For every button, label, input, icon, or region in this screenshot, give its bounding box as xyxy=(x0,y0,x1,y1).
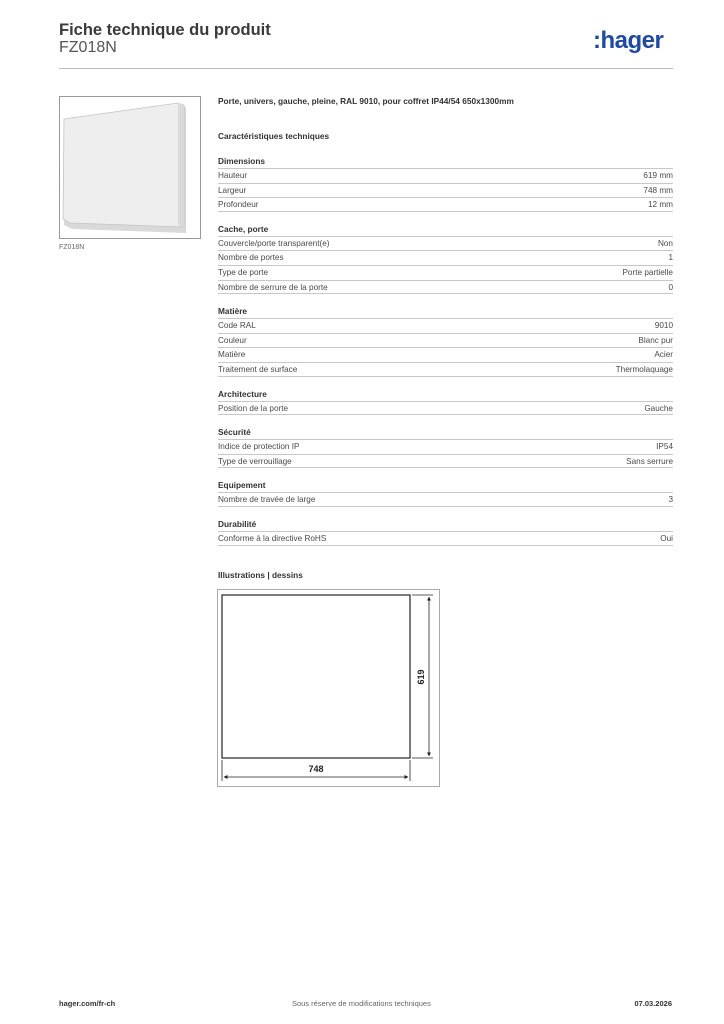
spec-section xyxy=(218,387,673,416)
spec-row xyxy=(218,439,673,454)
spec-row xyxy=(218,492,673,507)
spec-row xyxy=(218,265,673,280)
spec-row xyxy=(218,236,673,251)
spec-rows xyxy=(218,168,673,212)
spec-label: Traitement de surface xyxy=(218,364,298,374)
footer-date: 07.03.2026 xyxy=(634,999,672,1008)
spec-row xyxy=(218,183,673,198)
spec-value: Non xyxy=(657,238,673,248)
spec-section xyxy=(218,304,673,376)
spec-rows xyxy=(218,492,673,507)
spec-section xyxy=(218,425,673,468)
spec-label: Couvercle/porte transparent(e) xyxy=(218,238,330,248)
spec-value: 1 xyxy=(668,253,673,263)
spec-row xyxy=(218,362,673,377)
spec-value: Acier xyxy=(654,350,673,360)
dimension-drawing xyxy=(217,589,440,787)
spec-sections xyxy=(218,154,673,546)
spec-label: Conforme à la directive RoHS xyxy=(218,533,327,543)
door-panel-image xyxy=(60,97,200,238)
spec-rows xyxy=(218,531,673,546)
hager-logo[interactable]: :hager xyxy=(593,27,664,54)
spec-row xyxy=(218,250,673,265)
spec-value: Sans serrure xyxy=(626,456,673,466)
product-description: Porte, univers, gauche, pleine, RAL 9010, pour coffret IP44/54 650x1300mm xyxy=(218,96,514,106)
spec-label: Nombre de travée de large xyxy=(218,495,316,505)
spec-value: 9010 xyxy=(654,321,673,331)
spec-value: 12 mm xyxy=(647,200,673,210)
spec-value: 0 xyxy=(668,282,673,292)
spec-value: IP54 xyxy=(656,442,673,452)
spec-rows xyxy=(218,318,673,376)
spec-rows xyxy=(218,439,673,468)
spec-rows xyxy=(218,401,673,416)
spec-value: Gauche xyxy=(644,403,673,413)
spec-row xyxy=(218,318,673,333)
section-title: Sécurité xyxy=(218,427,251,438)
spec-value: Porte partielle xyxy=(622,267,673,277)
product-thumbnail xyxy=(59,96,201,239)
page-title: Fiche technique du produit xyxy=(59,21,271,39)
spec-row xyxy=(218,197,673,212)
section-title: Equipement xyxy=(218,480,266,491)
footer-website[interactable]: hager.com/fr-ch xyxy=(59,999,116,1008)
spec-label: Position de la porte xyxy=(218,403,289,413)
spec-label: Hauteur xyxy=(218,171,248,180)
spec-label: Profondeur xyxy=(218,200,259,210)
spec-rows xyxy=(218,236,673,294)
header-divider xyxy=(59,68,673,69)
spec-value: Thermolaquage xyxy=(615,364,673,374)
spec-row xyxy=(218,347,673,362)
door-outline xyxy=(222,595,410,758)
spec-label: Code RAL xyxy=(218,321,256,331)
spec-value: Oui xyxy=(660,533,673,543)
section-title: Dimensions xyxy=(218,156,266,166)
spec-row xyxy=(218,280,673,295)
spec-section xyxy=(218,517,673,546)
thumbnail-caption: FZ018N xyxy=(59,244,85,251)
spec-value: 748 mm xyxy=(643,185,673,195)
section-title: Matière xyxy=(218,306,248,317)
spec-label: Couleur xyxy=(218,335,247,345)
spec-row xyxy=(218,454,673,469)
spec-label: Nombre de portes xyxy=(218,253,284,263)
spec-label: Type de porte xyxy=(218,267,269,277)
footer-disclaimer: Sous réserve de modifications techniques xyxy=(292,999,431,1008)
section-title: Architecture xyxy=(218,388,267,399)
illustrations-heading: Illustrations | dessins xyxy=(218,570,303,580)
spec-label: Indice de protection IP xyxy=(218,442,300,452)
height-dimension-label: 619 xyxy=(416,669,426,685)
spec-row xyxy=(218,333,673,348)
product-code: FZ018N xyxy=(59,39,117,56)
spec-label: Largeur xyxy=(218,185,247,195)
spec-value: Blanc pur xyxy=(638,335,673,345)
section-title: Cache, porte xyxy=(218,223,269,234)
spec-section xyxy=(218,154,673,212)
spec-label: Matière xyxy=(218,350,246,360)
spec-value: 619 mm xyxy=(643,171,673,180)
spec-section xyxy=(218,478,673,507)
dimension-drawing-svg xyxy=(218,590,439,786)
spec-row xyxy=(218,168,673,183)
spec-section xyxy=(218,222,673,294)
spec-row xyxy=(218,531,673,546)
characteristics-heading: Caractéristiques techniques xyxy=(218,131,330,141)
section-title: Durabilité xyxy=(218,518,257,529)
spec-label: Type de verrouillage xyxy=(218,456,292,466)
spec-value: 3 xyxy=(668,495,673,505)
spec-label: Nombre de serrure de la porte xyxy=(218,282,328,292)
width-dimension-label: 748 xyxy=(308,764,324,774)
spec-row xyxy=(218,401,673,416)
specifications xyxy=(218,95,673,546)
